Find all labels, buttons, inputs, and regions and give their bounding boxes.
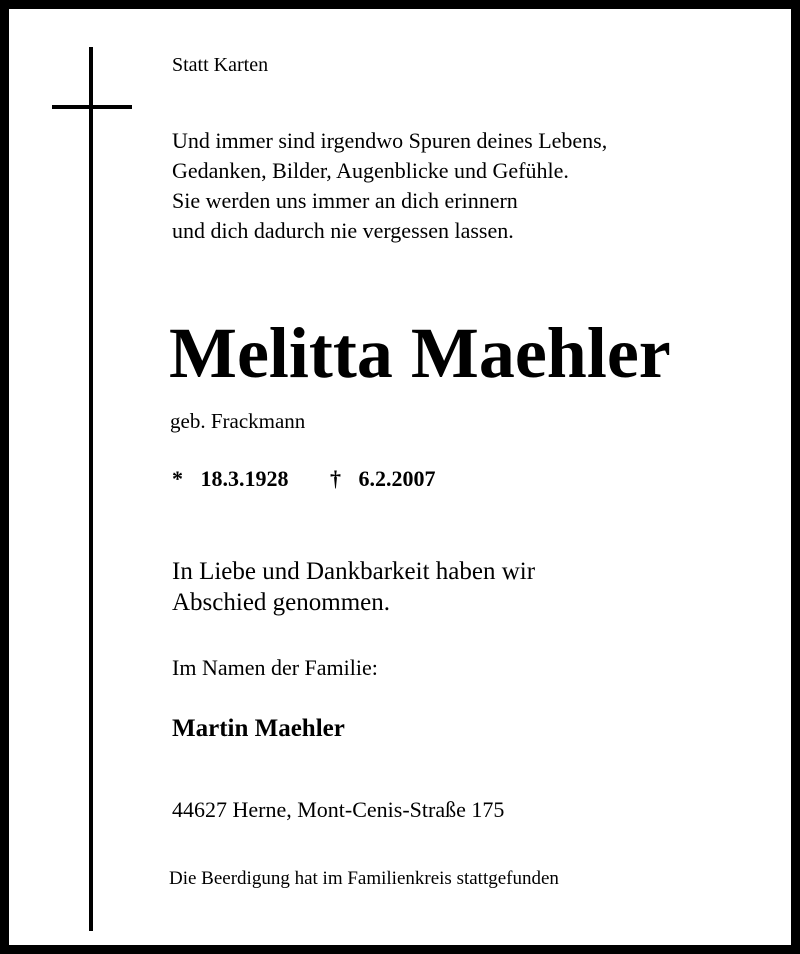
poem-block <box>172 126 607 246</box>
message-line: In Liebe und Dankbarkeit haben wir <box>172 558 536 585</box>
cross-icon-horizontal-bar <box>52 105 132 109</box>
family-address: 44627 Herne, Mont-Cenis-Straße 175 <box>172 797 505 822</box>
cross-icon-vertical-bar <box>89 47 93 931</box>
birth-symbol: * <box>172 466 183 491</box>
poem-line: Sie werden uns immer an dich erinnern <box>172 188 518 213</box>
funeral-note: Die Beerdigung hat im Familienkreis stattgefunden <box>169 868 559 889</box>
death-date: 6.2.2007 <box>358 466 436 491</box>
signer-name: Martin Maehler <box>172 715 345 742</box>
poem-line: Und immer sind irgendwo Spuren deines Lebens, <box>172 128 608 153</box>
death-cross-icon: † <box>330 466 341 491</box>
birth-date: 18.3.1928 <box>200 466 289 491</box>
family-label: Im Namen der Familie: <box>172 655 378 680</box>
deceased-name: Melitta Maehler <box>169 313 671 393</box>
maiden-name: geb. Frackmann <box>170 409 306 433</box>
poem-line: und dich dadurch nie vergessen lassen. <box>172 218 514 243</box>
message-line: Abschied genommen. <box>172 589 391 616</box>
statt-karten-note: Statt Karten <box>172 54 269 76</box>
life-dates <box>172 466 436 492</box>
poem-line: Gedanken, Bilder, Augenblicke und Gefühle. <box>172 158 569 183</box>
farewell-message <box>172 556 535 618</box>
